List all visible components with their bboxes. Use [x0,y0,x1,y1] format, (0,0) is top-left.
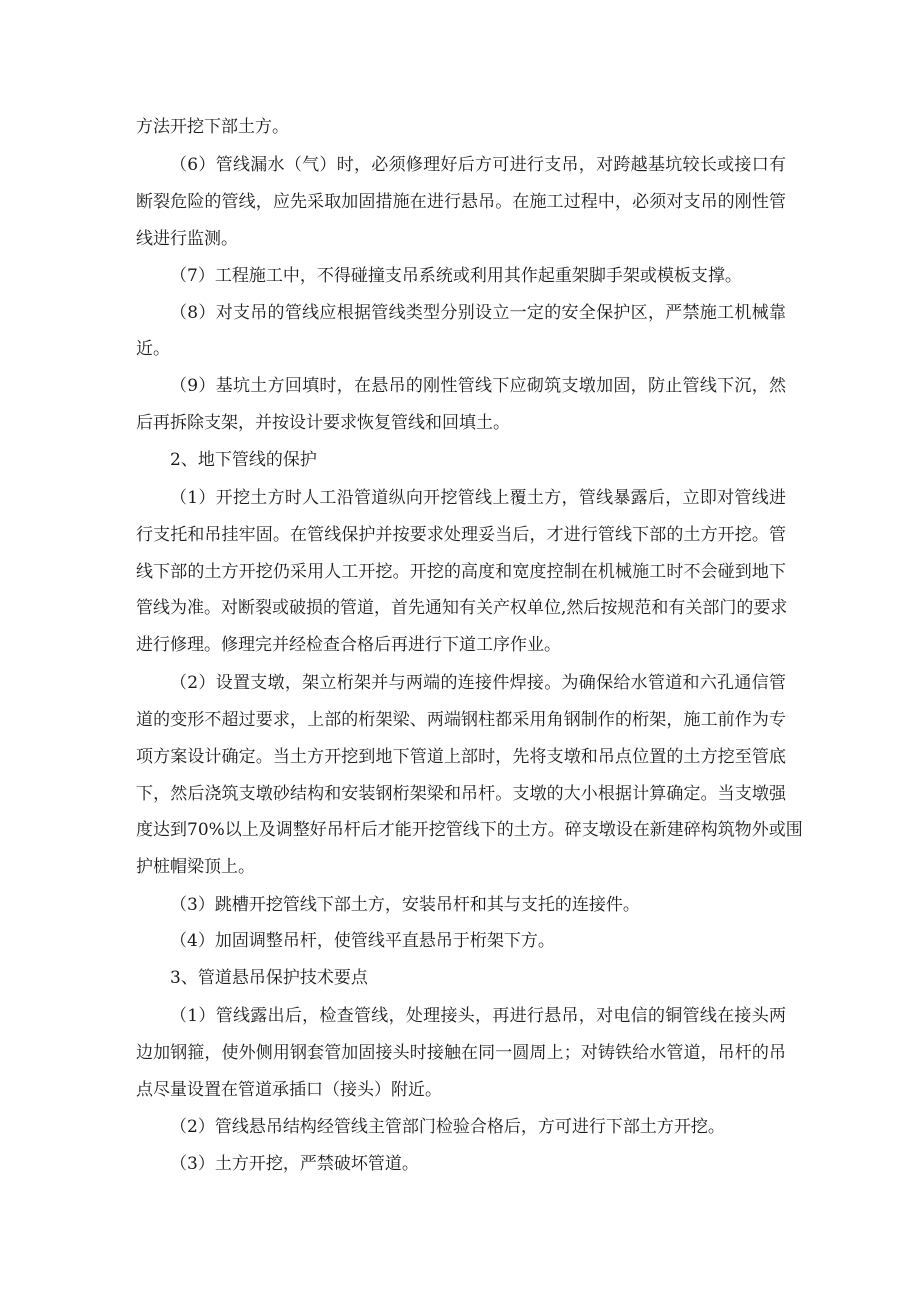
s3-item-1-line-1: （1）管线露出后，检查管线，处理接头，再进行悬吊，对电信的铜管线在接头两 [170,1006,786,1026]
s2-item-1-line-1: （1）开挖土方时人工沿管道纵向开挖管线上覆土方，管线暴露后，立即对管线进 [170,488,786,508]
item-9-line-1: （9）基坑土方回填时，在悬吊的刚性管线下应砌筑支墩加固，防止管线下沉，然 [170,376,786,396]
item-8-line-1: （8）对支吊的管线应根据管线类型分别设立一定的安全保护区，严禁施工机械靠 [170,303,786,323]
section-2-heading: 2、地下管线的保护 [170,450,317,470]
s2-item-1-line-3: 线下部的土方开挖仍采用人工开挖。开挖的高度和宽度控制在机械施工时不会碰到地下 [136,562,786,582]
item-7-line-1: （7）工程施工中，不得碰撞支吊系统或利用其作起重架脚手架或模板支撑。 [170,266,742,286]
s2-item-2-line-6: 护桩帽梁顶上。 [136,857,255,877]
s3-item-2-line-1: （2）管线悬吊结构经管线主管部门检验合格后，方可进行下部土方开挖。 [170,1117,725,1137]
s2-item-3-line-1: （3）跳槽开挖管线下部土方，安装吊杆和其与支托的连接件。 [170,895,640,915]
section-3-heading: 3、管道悬吊保护技术要点 [170,968,368,988]
item-6-line-1: （6）管线漏水（气）时，必须修理好后方可进行支吊，对跨越基坑较长或接口有 [170,155,786,175]
item-6-line-3: 线进行监测。 [136,229,238,249]
s2-item-2-line-4: 下，然后浇筑支墩砂结构和安装钢桁架梁和吊杆。支墩的大小根据计算确定。当支墩强 [136,784,786,804]
s3-item-1-line-3: 点尽量设置在管道承插口（接头）附近。 [136,1080,442,1100]
s3-item-3-line-1: （3）土方开挖，严禁破坏管道。 [170,1154,419,1174]
s2-item-2-line-5: 度达到70%以上及调整好吊杆后才能开挖管线下的土方。碎支墩设在新建碎构筑物外或围 [136,820,803,840]
s2-item-4-line-1: （4）加固调整吊杆，使管线平直悬吊于桁架下方。 [170,931,555,951]
s2-item-2-line-2: 道的变形不超过要求，上部的桁架梁、两端钢柱都采用角钢制作的桁架，施工前作为专 [136,710,786,730]
s2-item-1-line-5: 进行修理。修理完并经检查合格后再进行下道工序作业。 [136,635,561,655]
s2-item-2-line-3: 项方案设计确定。当土方开挖到地下管道上部时，先将支墩和吊点位置的土方挖至管底 [136,747,786,767]
item-8-line-2: 近。 [136,339,170,359]
item-9-line-2: 后再拆除支架，并按设计要求恢复管线和回填土。 [136,413,510,433]
s2-item-1-line-4: 管线为准。对断裂或破损的管道，首先通知有关产权单位,然后按规范和有关部门的要求 [136,598,788,618]
s3-item-1-line-2: 边加钢箍，使外侧用钢套管加固接头时接触在同一圆周上；对铸铁给水管道，吊杆的吊 [136,1043,786,1063]
text-line-continuation: 方法开挖下部土方。 [136,117,289,137]
item-6-line-2: 断裂危险的管线，应先采取加固措施在进行悬吊。在施工过程中，必须对支吊的刚性管 [136,192,786,212]
s2-item-1-line-2: 行支托和吊挂牢固。在管线保护并按要求处理妥当后，才进行管线下部的土方开挖。管 [136,525,786,545]
s2-item-2-line-1: （2）设置支墩，架立桁架并与两端的连接件焊接。为确保给水管道和六孔通信管 [170,673,786,693]
